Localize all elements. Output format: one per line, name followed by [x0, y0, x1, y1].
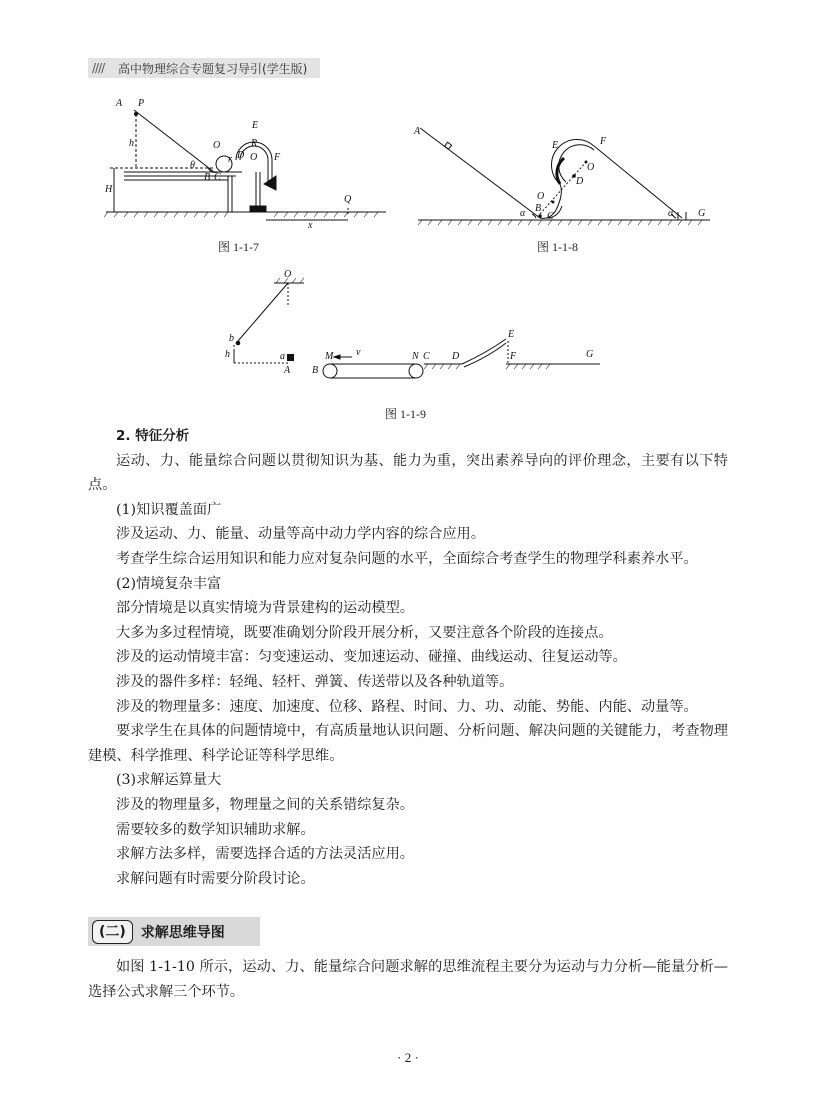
fig3-label-v: v [356, 347, 361, 358]
fig2-label-a: A [414, 126, 421, 137]
fig3-label-f: F [510, 351, 517, 362]
paragraph: 大多为多过程情境，既要准确划分阶段开展分析，又要注意各个阶段的连接点。 [116, 624, 613, 641]
fig2-label-f: F [600, 136, 607, 147]
bottom-content [88, 955, 728, 1005]
fig2-label-o2: O [587, 162, 595, 173]
main-content [88, 424, 728, 891]
paragraph: 涉及的运动情境丰富：匀变速运动、变加速运动、碰撞、曲线运动、往复运动等。 [116, 649, 627, 666]
fig3-label-b-small: b [229, 333, 234, 344]
fig2-label-e: E [552, 140, 559, 151]
fig1-label-d: D [237, 150, 245, 161]
paragraph: 求解方法多样，需要选择合适的方法灵活应用。 [116, 846, 414, 863]
section-title: 求解思维导图 [140, 924, 225, 941]
paragraph: 涉及的器件多样：轻绳、轻杆、弹簧、传送带以及各种轨道等。 [116, 673, 514, 690]
paragraph: 如图 1-1-10 所示，运动、力、能量综合问题求解的思维流程主要分为运动与力分析—能量分析—选择公式求解三个环节。 [88, 959, 728, 1000]
section-header [88, 917, 260, 946]
fig3-label-b: B [312, 365, 319, 376]
fig2-label-c: C [547, 211, 554, 222]
fig3-label-a: A [284, 365, 291, 376]
fig2-label-alpha2: α [668, 208, 674, 219]
paragraph: 涉及运动、力、能量、动量等高中动力学内容的综合应用。 [116, 526, 485, 543]
fig1-label-p: P [138, 98, 145, 109]
caption-1-1-9: 图 1-1-9 [385, 407, 426, 421]
paragraph: 需要较多的数学知识辅助求解。 [116, 821, 315, 838]
fig3-label-g: G [586, 349, 594, 360]
figure-1-1-7-diagram [96, 92, 396, 232]
figure-1-1-8 [410, 118, 720, 230]
fig2-label-b: B [535, 203, 542, 214]
header-decoration: //// [92, 61, 105, 75]
paragraph: 考查学生综合运用知识和能力应对复杂问题的水平，全面综合考查学生的物理学科素养水平。 [116, 550, 698, 567]
fig3-label-a-small: a [280, 351, 285, 362]
caption-1-1-7: 图 1-1-7 [218, 240, 259, 254]
ball-p [134, 112, 138, 116]
fig1-label-h: h [129, 138, 134, 149]
fig1-label-b: B [204, 172, 211, 183]
fig1-label-r-big: R [251, 138, 258, 149]
fig3-label-o: O [284, 269, 292, 280]
fig3-label-d: D [452, 351, 460, 362]
section-number: (二) [92, 920, 133, 944]
fig1-label-r: r [228, 154, 232, 165]
fig2-label-g: G [698, 208, 706, 219]
fig1-label-theta: θ [190, 160, 195, 171]
fig1-label-a: A [116, 98, 123, 109]
fig1-label-o1: O [213, 140, 221, 151]
fig2-label-alpha1: α [520, 208, 526, 219]
fig1-label-g: G [269, 178, 277, 189]
subheading: (3)求解运算量大 [116, 772, 222, 789]
subheading: (2)情境复杂丰富 [116, 575, 222, 592]
figure-1-1-9-diagram [224, 265, 604, 385]
figure-1-1-7 [96, 92, 396, 232]
header-title: 高中物理综合专题复习导引(学生版) [118, 61, 308, 76]
fig1-label-c: C [214, 172, 221, 183]
paragraph: 求解问题有时需要分阶段讨论。 [116, 870, 315, 887]
paragraph: 涉及的物理量多，物理量之间的关系错综复杂。 [116, 796, 414, 813]
paragraph: 要求学生在具体的问题情境中，有高质量地认识问题、分析问题、解决问题的关键能力，考查物理建模、科学推理、科学论证等科学思维。 [88, 723, 728, 764]
figure-1-1-9 [224, 265, 604, 385]
fig1-label-o2: O [250, 152, 258, 163]
paragraph: 涉及的物理量多：速度、加速度、位移、路程、时间、力、功、动能、势能、内能、动量等。 [116, 698, 698, 715]
figure-1-1-8-diagram [410, 118, 720, 230]
fig1-label-x: x [308, 220, 313, 231]
fig1-label-f: F [274, 152, 281, 163]
caption-1-1-8: 图 1-1-8 [537, 240, 578, 254]
heading-feature-analysis: 2. 特征分析 [116, 428, 190, 444]
running-header [88, 58, 320, 78]
fig1-label-e: E [252, 120, 259, 131]
fig1-label-big-h: H [105, 184, 113, 195]
fig3-label-c: C [423, 351, 430, 362]
fig3-label-m: M [325, 351, 334, 362]
fig2-label-d: D [576, 176, 584, 187]
page-number: · 2 · [397, 1050, 419, 1065]
paragraph: 运动、力、能量综合问题以贯彻知识为基、能力为重，突出素养导向的评价理念，主要有以下特点。 [88, 452, 728, 494]
paragraph: 部分情境是以真实情境为背景建构的运动模型。 [116, 600, 414, 617]
fig3-label-e: E [508, 329, 515, 340]
fig3-label-h: h [225, 349, 230, 360]
subheading: (1)知识覆盖面广 [116, 501, 222, 518]
fig2-label-o: O [537, 191, 545, 202]
fig3-label-n: N [412, 351, 419, 362]
fig1-label-q: Q [344, 194, 352, 205]
